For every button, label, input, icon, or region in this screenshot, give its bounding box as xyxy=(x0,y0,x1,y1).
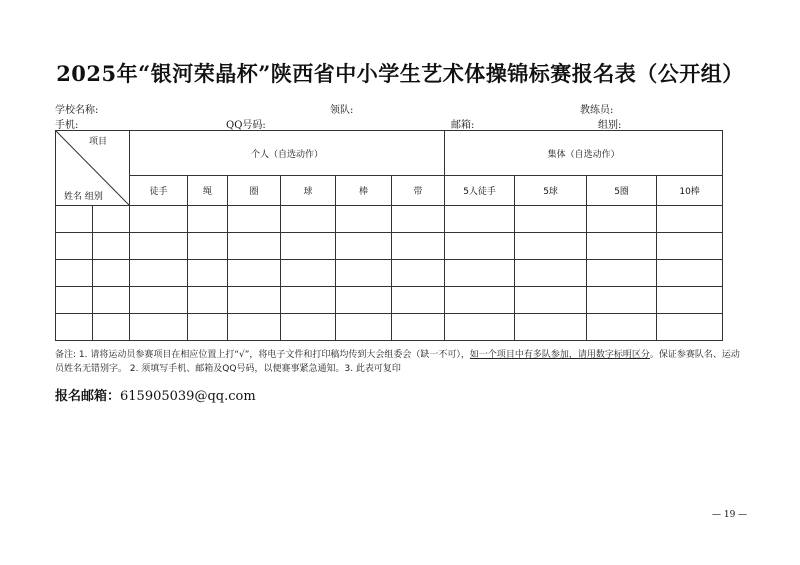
name-cell[interactable] xyxy=(56,206,93,233)
entry-cell[interactable] xyxy=(188,233,228,260)
entry-cell[interactable] xyxy=(392,206,445,233)
entry-cell[interactable] xyxy=(130,260,188,287)
entry-cell[interactable] xyxy=(445,287,515,314)
individual-header: 个人（自选动作） xyxy=(130,131,445,176)
entry-cell[interactable] xyxy=(515,314,587,341)
school-name-label: 学校名称: xyxy=(55,105,99,116)
entry-cell[interactable] xyxy=(392,260,445,287)
entry-cell[interactable] xyxy=(587,287,657,314)
entry-cell[interactable] xyxy=(228,233,281,260)
entry-cell[interactable] xyxy=(657,206,723,233)
corner-name-group-label: 姓名 组别 xyxy=(64,192,103,202)
entry-cell[interactable] xyxy=(281,233,336,260)
entry-cell[interactable] xyxy=(336,260,392,287)
entry-cell[interactable] xyxy=(445,260,515,287)
name-cell[interactable] xyxy=(56,314,93,341)
qq-number-label: QQ号码: xyxy=(226,120,266,131)
entry-cell[interactable] xyxy=(228,206,281,233)
table-row xyxy=(56,314,723,341)
entry-cell[interactable] xyxy=(515,233,587,260)
entry-cell[interactable] xyxy=(228,260,281,287)
entry-cell[interactable] xyxy=(657,260,723,287)
remarks-underlined: 如一个项目中有多队参加，请用数字标明区分 xyxy=(469,350,650,360)
entry-cell[interactable] xyxy=(445,233,515,260)
entry-cell[interactable] xyxy=(130,206,188,233)
name-cell[interactable] xyxy=(56,233,93,260)
name-cell[interactable] xyxy=(56,260,93,287)
entry-cell[interactable] xyxy=(130,233,188,260)
individual-item-header: 棒 xyxy=(336,176,392,206)
entry-cell[interactable] xyxy=(587,233,657,260)
entry-cell[interactable] xyxy=(188,287,228,314)
table-row xyxy=(56,287,723,314)
remarks-part-1: 备注: 1. 请将运动员参赛项目在相应位置上打“√”，将电子文件和打印稿均传到大会组委会（缺一不可）， xyxy=(55,350,470,360)
entry-cell[interactable] xyxy=(336,314,392,341)
team-item-header: 5圈 xyxy=(587,176,657,206)
team-item-header: 5人徒手 xyxy=(445,176,515,206)
name-cell[interactable] xyxy=(56,287,93,314)
entry-cell[interactable] xyxy=(281,287,336,314)
table-row xyxy=(56,206,723,233)
group-cell[interactable] xyxy=(93,287,130,314)
page-number: — 19 — xyxy=(712,510,748,520)
individual-item-header: 绳 xyxy=(188,176,228,206)
entry-cell[interactable] xyxy=(657,314,723,341)
corner-cell xyxy=(56,131,130,206)
entry-cell[interactable] xyxy=(515,260,587,287)
entry-cell[interactable] xyxy=(281,206,336,233)
entry-cell[interactable] xyxy=(445,206,515,233)
entry-cell[interactable] xyxy=(587,260,657,287)
entry-cell[interactable] xyxy=(392,233,445,260)
entry-cell[interactable] xyxy=(281,260,336,287)
entry-cell[interactable] xyxy=(336,287,392,314)
entry-cell[interactable] xyxy=(515,206,587,233)
entry-cell[interactable] xyxy=(515,287,587,314)
team-leader-label: 领队: xyxy=(330,105,354,116)
entry-cell[interactable] xyxy=(445,314,515,341)
mailbox-label: 邮箱: xyxy=(451,120,475,131)
email-address: 615905039@qq.com xyxy=(120,389,256,404)
table-row xyxy=(56,233,723,260)
corner-item-label: 项目 xyxy=(88,137,107,147)
group-cell[interactable] xyxy=(93,260,130,287)
individual-item-header: 圈 xyxy=(228,176,281,206)
email-label: 报名邮箱： xyxy=(55,389,121,404)
team-header: 集体（自选动作） xyxy=(445,131,723,176)
registration-email xyxy=(55,385,256,404)
group-label: 组别: xyxy=(598,120,622,131)
entry-cell[interactable] xyxy=(188,206,228,233)
entry-cell[interactable] xyxy=(587,206,657,233)
coach-label: 教练员: xyxy=(580,105,614,116)
entry-cell[interactable] xyxy=(392,287,445,314)
group-cell[interactable] xyxy=(93,314,130,341)
entry-cell[interactable] xyxy=(336,233,392,260)
entry-cell[interactable] xyxy=(228,287,281,314)
entry-cell[interactable] xyxy=(228,314,281,341)
remarks-part-2: 。保证参赛队名、运动员姓名无错别字。 2. 须填写手机、邮箱及QQ号码，以便赛事紧急通知。3. 此表可复印 xyxy=(55,350,740,374)
individual-item-header: 带 xyxy=(392,176,445,206)
individual-item-header: 球 xyxy=(281,176,336,206)
team-item-header: 5球 xyxy=(515,176,587,206)
registration-table xyxy=(55,130,723,341)
entry-cell[interactable] xyxy=(392,314,445,341)
page-title: 2025年“银河荣晶杯”陕西省中小学生艺术体操锦标赛报名表（公开组） xyxy=(56,61,744,86)
entry-cell[interactable] xyxy=(336,206,392,233)
entry-cell[interactable] xyxy=(281,314,336,341)
individual-item-header: 徒手 xyxy=(130,176,188,206)
remarks xyxy=(55,348,745,376)
entry-cell[interactable] xyxy=(657,233,723,260)
entry-cell[interactable] xyxy=(587,314,657,341)
table-row xyxy=(56,260,723,287)
group-cell[interactable] xyxy=(93,233,130,260)
entry-cell[interactable] xyxy=(188,314,228,341)
phone-label: 手机: xyxy=(55,120,79,131)
entry-cell[interactable] xyxy=(188,260,228,287)
group-cell[interactable] xyxy=(93,206,130,233)
entry-cell[interactable] xyxy=(130,287,188,314)
team-item-header: 10棒 xyxy=(657,176,723,206)
entry-cell[interactable] xyxy=(657,287,723,314)
entry-cell[interactable] xyxy=(130,314,188,341)
